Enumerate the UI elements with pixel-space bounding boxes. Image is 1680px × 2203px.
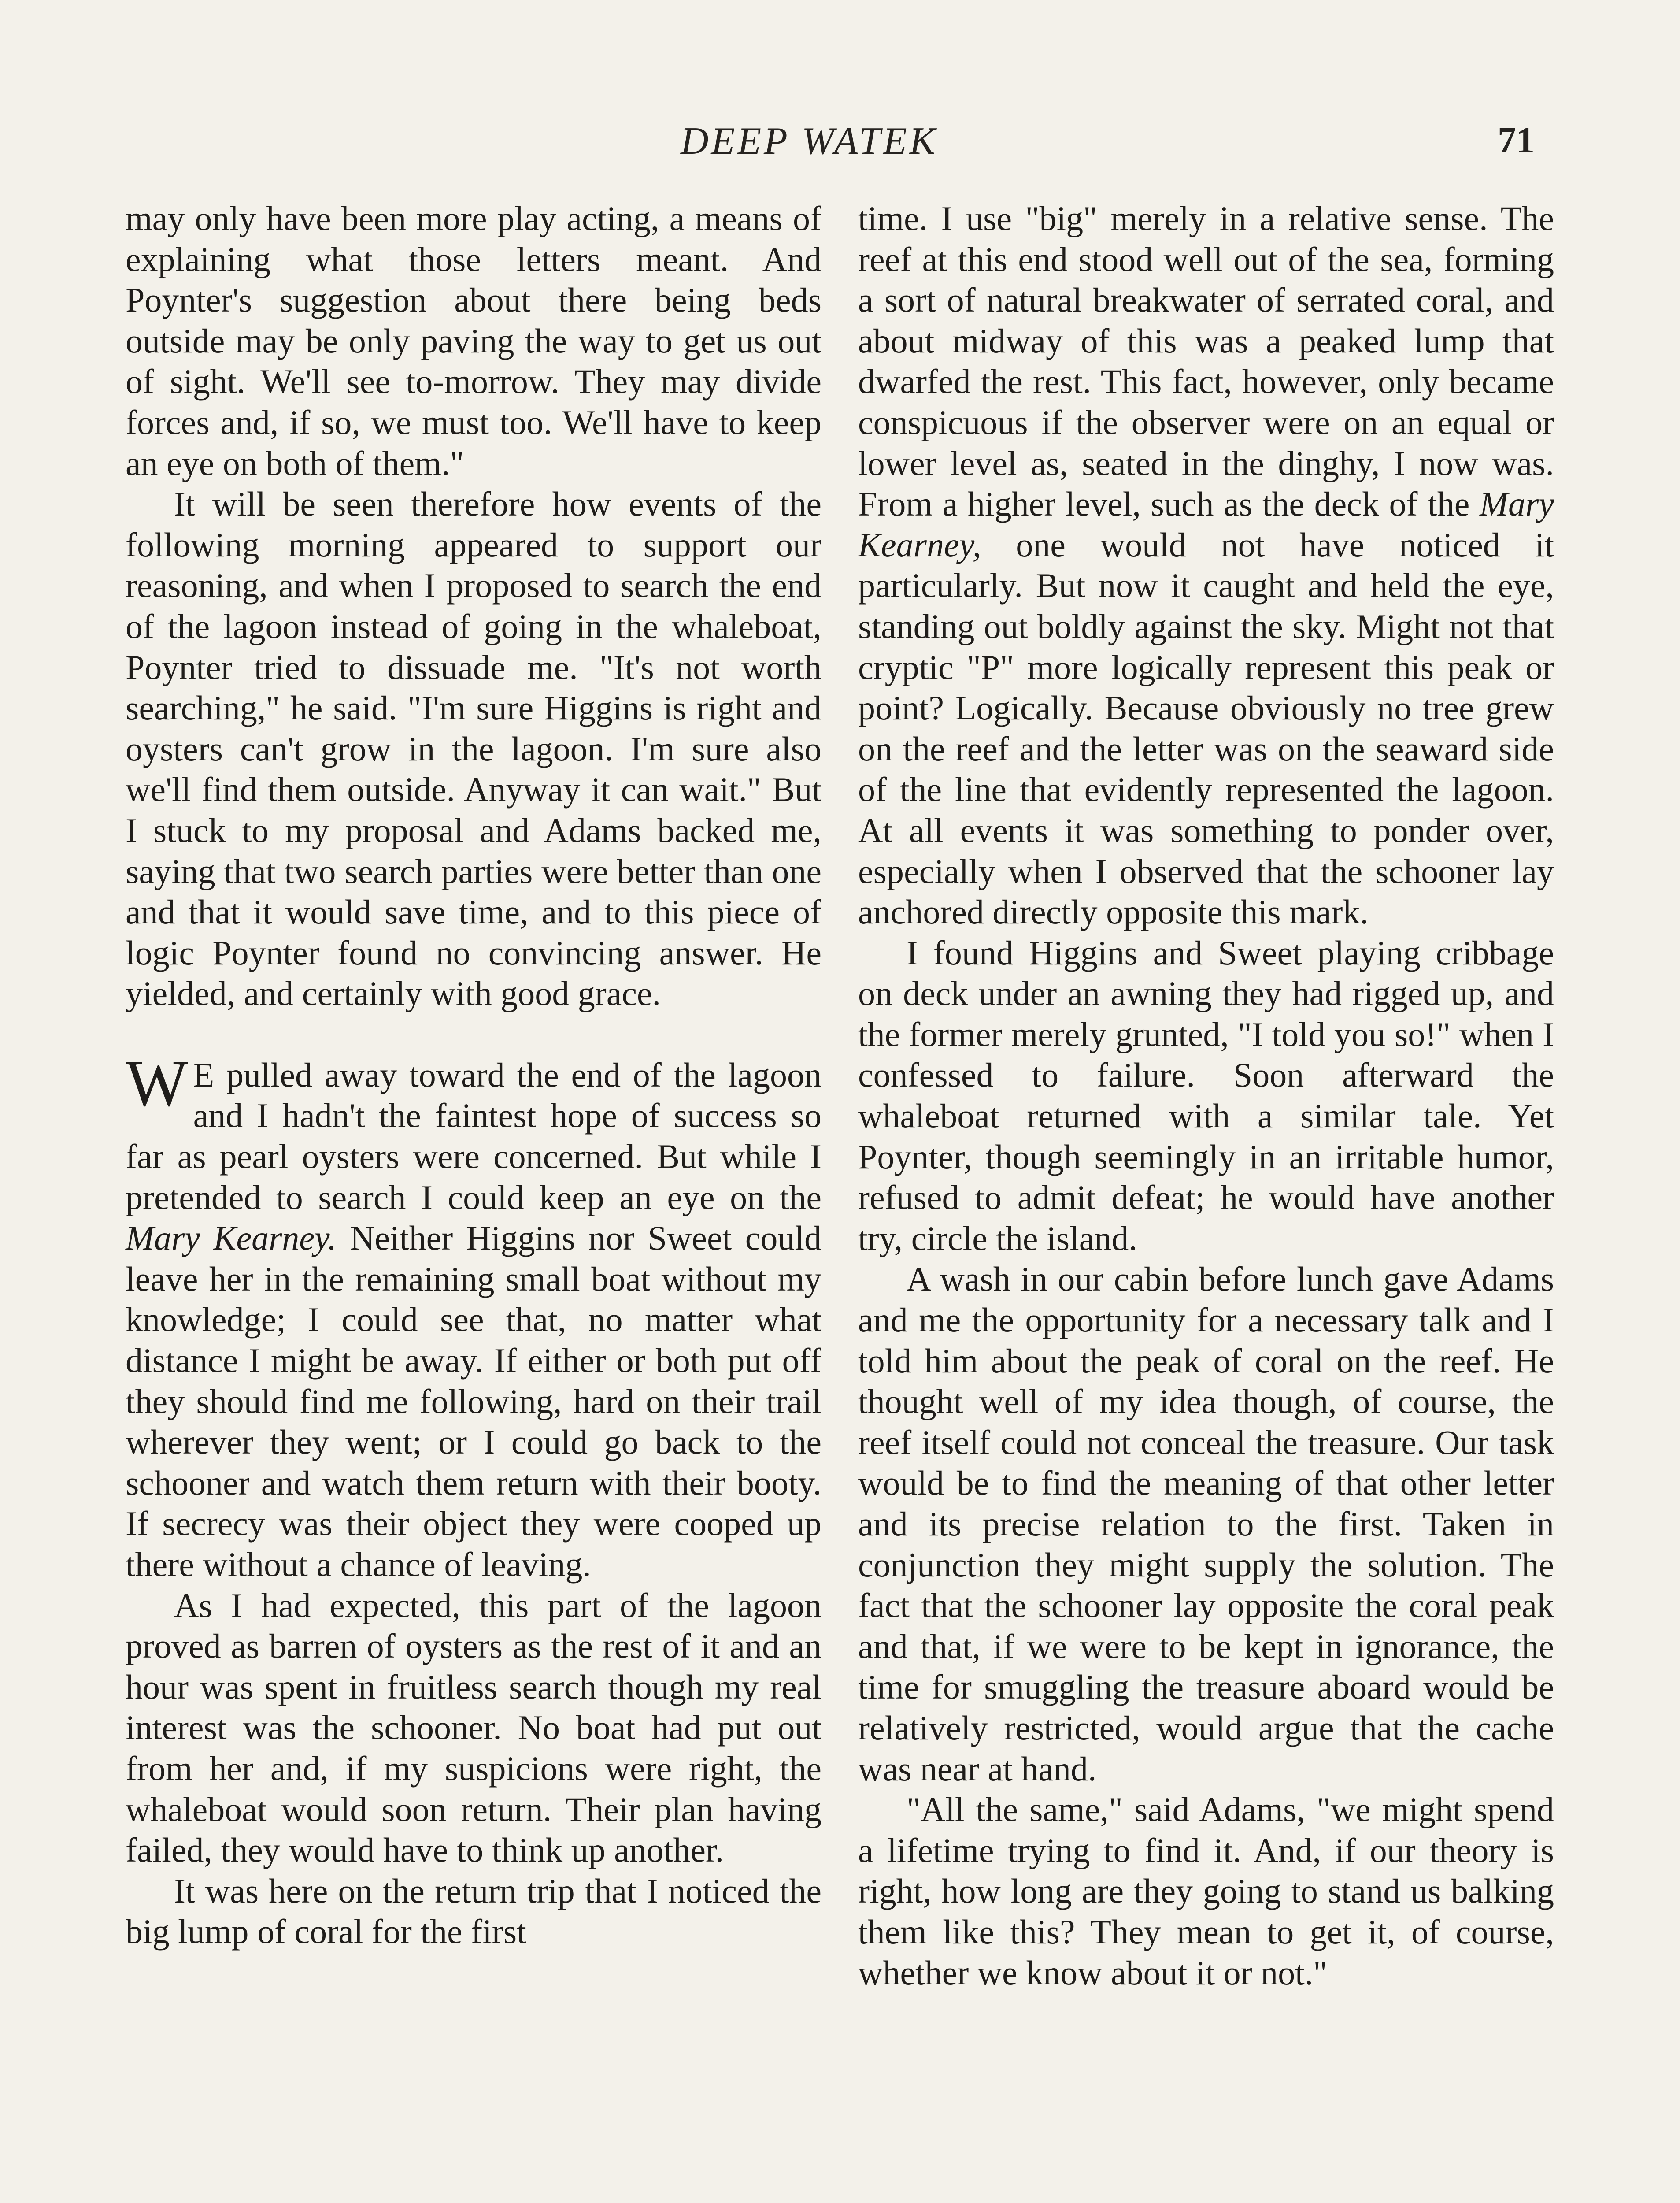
- paragraph: It will be seen therefore how events of the following morning appeared to support our reasoning, and when I proposed to search the end of the lagoon instead of going in the whaleboat, Poynter tried to dissuade me. "It's not worth searching," he said. "I'm sure Higgins is right and oysters can't grow in the lagoon. I'm sure also we'll find them outside. Anyway it can wait." But I stuck to my proposal and Adams backed me, saying that two search parties were better than one and that it would save time, and to this piece of logic Poynter found no convincing answer. He yielded, and certainly with good grace.: [126, 485, 821, 1013]
- paragraph-text: one would not have noticed it particularly. But now it caught and held the eye, standing out boldly against the sky. Might not that cryptic "P" more logically represent this peak or point? Logically. Because obviously no tree grew on the reef and the letter was on the seaward side of the line that evidently represented the lagoon. At all events it was something to ponder over, especially when I observed that the schooner lay anchored directly opposite this mark.: [858, 525, 1554, 931]
- ship-name: Mary Kearney,: [858, 485, 1554, 564]
- paragraph: It was here on the return trip that I noticed the big lump of coral for the first: [126, 1871, 821, 1951]
- section-opening-paragraph: [126, 1046, 821, 1585]
- ship-name: Mary Kearney.: [126, 1219, 337, 1257]
- paragraph: I found Higgins and Sweet playing cribbage on deck under an awning they had rigged up, and the former merely grunted, "I told you so!" when I confessed to failure. Soon afterward the whaleboat returned with a similar tale. Yet Poynter, though seemingly in an irritable humor, refused to admit defeat; he would have another try, circle the island.: [858, 933, 1554, 1257]
- drop-cap: W: [126, 1046, 188, 1120]
- paragraph: [858, 198, 1554, 933]
- paragraph-text: time. I use "big" merely in a relative sense. The reef at this end stood well out of the sea, forming a sort of natural breakwater of serrated coral, and about midway of this was a peaked lump that dwarfed the rest. This fact, however, only became conspicuous if the observer were on an equal or lower level as, seated in the dinghy, I now was. From a higher level, such as the deck of the: [858, 199, 1554, 523]
- paragraph: may only have been more play acting, a means of explaining what those letters meant. And Poynter's suggestion about there being beds outside may be only paving the way to get us out of sight. We'll see to-morrow. They may divide forces and, if so, we must too. We'll have to keep an eye on both of them.": [126, 199, 821, 482]
- paragraph: As I had expected, this part of the lagoon proved as barren of oysters as the rest of it and an hour was spent in fruitless search though my real interest was the schooner. No boat had put out from her and, if my suspicions were right, the whaleboat would soon return. Their plan having failed, they would have to think up another.: [126, 1586, 821, 1869]
- paragraph-text: Neither Higgins nor Sweet could leave her in the remaining small boat without my knowledge; I could see that, no matter what distance I might be away. If either or both put off they should find me following, hard on their trail wherever they went; or I could go back to the schooner and watch them return with their booty. If secrecy was their object they were cooped up there without a chance of leaving.: [126, 1219, 821, 1584]
- left-column: [126, 198, 821, 1952]
- running-title: DEEP WATEK: [681, 120, 938, 163]
- paragraph: A wash in our cabin before lunch gave Adams and me the opportunity for a necessary talk and I told him about the peak of coral on the reef. He thought well of my idea though, of course, the reef itself could not conceal the treasure. Our task would be to find the meaning of that other letter and its precise relation to the first. Taken in conjunction they might supply the solution. The fact that the schooner lay opposite the coral peak and that, if we were to be kept in ignorance, the time for smuggling the treasure aboard would be relatively restricted, would argue that the cache was near at hand.: [858, 1260, 1554, 1788]
- paragraph: "All the same," said Adams, "we might spend a lifetime trying to find it. And, if our theory is right, how long are they going to stand us balking them like this? They mean to get it, of course, whether we know about it or not.": [858, 1790, 1554, 1992]
- right-column: [858, 198, 1554, 1993]
- paragraph-text: E pulled away toward the end of the lagoon and I hadn't the faintest hope of success so far as pearl oysters were concerned. But while I pretended to search I could keep an eye on the: [126, 1055, 821, 1216]
- page-number: 71: [1498, 120, 1535, 161]
